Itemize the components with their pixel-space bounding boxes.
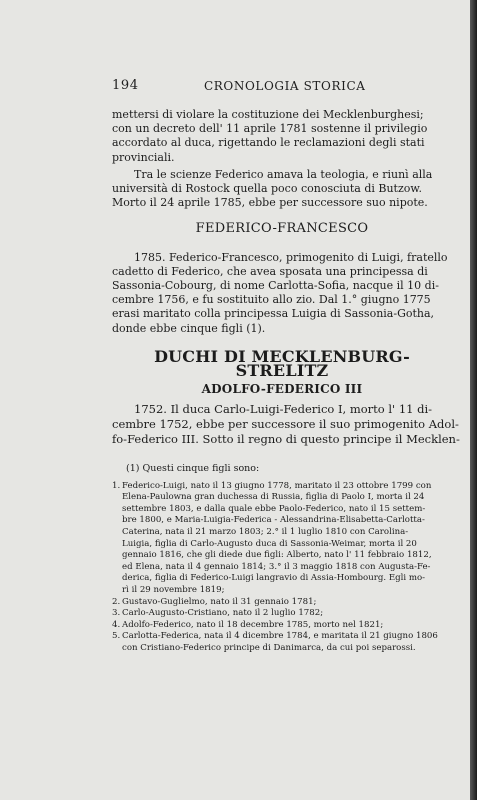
text-line: 1785. Federico-Francesco, primogenito di Luigi, fratello — [134, 250, 448, 264]
text-line: Elena-Paulowna gran duchessa di Russia, figlia di Paolo I, morta il 24 — [122, 492, 425, 503]
federico-francesco-paragraph — [112, 251, 452, 336]
text-line: Federico-Luigi, nato il 13 giugno 1778, maritato il 23 ottobre 1799 con — [122, 480, 432, 491]
text-line: Luigia, figlia di Carlo-Augusto duca di Sassonia-Weimar, morta il 20 — [122, 538, 417, 549]
text-line: Caterina, nata il 21 marzo 1803; 2.° il 1 luglio 1810 con Carolina- — [122, 526, 409, 537]
text-line: accordato al duca, rigettando le reclamazioni degli stati — [112, 136, 425, 150]
footnote-item — [112, 597, 454, 609]
page-gutter-shadow — [470, 0, 477, 800]
text-line: università di Rostock quella poco conosciuta di Butzow. — [112, 182, 422, 196]
text-line: derica, figlia di Federico-Luigi langravio di Assia-Hombourg. Egli mo- — [122, 573, 426, 584]
text-line: donde ebbe cinque figli (1). — [112, 321, 266, 335]
text-line: Morto il 24 aprile 1785, ebbe per successore suo nipote. — [112, 196, 428, 210]
text-line: rì il 29 novembre 1819; — [122, 584, 225, 595]
text-line: Adolfo-Federico, nato il 18 decembre 1785, morto nel 1821; — [122, 619, 384, 630]
footnote-heading: (1) Questi cinque figli sono: — [126, 463, 260, 474]
section-heading-federico-francesco: FEDERICO-FRANCESCO — [195, 221, 369, 237]
footnote-item-number: 1. — [112, 480, 121, 491]
subheading-adolfo-federico: ADOLFO-FEDERICO III — [201, 382, 363, 397]
text-line: settembre 1803, e dalla quale ebbe Paolo-Federico, nato il 15 settem- — [122, 503, 426, 514]
text-line: mettersi di violare la costituzione dei Mecklenburghesi; — [112, 108, 424, 121]
text-line: Gustavo-Guglielmo, nato il 31 gennaio 1781; — [122, 596, 317, 607]
text-line: ed Elena, nata il 4 gennaio 1814; 3.° il 3 maggio 1818 con Augusta-Fe- — [122, 561, 431, 572]
chapter-heading-strelitz: DUCHI DI MECKLENBURG-STRELITZ — [154, 346, 410, 381]
text-line: 1752. Il duca Carlo-Luigi-Federico I, morto l' 11 di- — [134, 402, 433, 417]
text-line: provinciali. — [112, 150, 175, 164]
continuation-paragraph — [112, 108, 452, 165]
federico-paragraph — [112, 168, 452, 211]
text-line: cembre 1752, ebbe per successore il suo primogenito Adol- — [112, 417, 459, 432]
footnote-item-number: 3. — [112, 608, 121, 619]
page-number: 194 — [112, 78, 139, 93]
running-title: CRONOLOGIA STORICA — [204, 79, 366, 93]
text-line: con Cristiano-Federico principe di Danimarca, da cui poi separossi. — [122, 642, 416, 653]
text-line: fo-Federico III. Sotto il regno di questo principe il Mecklen- — [112, 432, 460, 447]
footnote-item-number: 5. — [112, 631, 121, 642]
footnote-item — [112, 631, 454, 654]
text-line: Carlo-Augusto-Cristiano, nato il 2 luglio 1782; — [122, 608, 324, 619]
main-text — [112, 108, 460, 447]
footnote-item-number: 4. — [112, 619, 121, 630]
footnote-item — [112, 608, 454, 620]
text-line: erasi maritato colla principessa Luigia di Sassonia-Gotha, — [112, 307, 435, 321]
text-line: cembre 1756, e fu sostituito allo zio. Dal 1.° giugno 1775 — [112, 293, 431, 307]
text-line: Sassonia-Cobourg, di nome Carlotta-Sofia, nacque il 10 di- — [112, 279, 439, 293]
text-line: gennaio 1816, che gli diede due figli: Alberto, nato l' 11 febbraio 1812, — [122, 550, 432, 561]
footnote-item-number: 2. — [112, 596, 121, 607]
text-line: bre 1800, e Maria-Luigia-Federica - Alessandrina-Elisabetta-Carlotta- — [122, 515, 425, 526]
footnote-item — [112, 620, 454, 632]
footnote-item — [112, 481, 454, 597]
text-line: Carlotta-Federica, nata il 4 dicembre 1784, e maritata il 21 giugno 1806 — [122, 631, 438, 642]
footnote — [112, 463, 454, 655]
text-line: con un decreto dell' 11 aprile 1781 sostenne il privilegio — [112, 122, 428, 136]
text-line: cadetto di Federico, che avea sposata una principessa di — [112, 264, 428, 278]
strelitz-paragraph — [112, 402, 460, 447]
text-line: Tra le scienze Federico amava la teologia, e riunì alla — [134, 167, 433, 181]
